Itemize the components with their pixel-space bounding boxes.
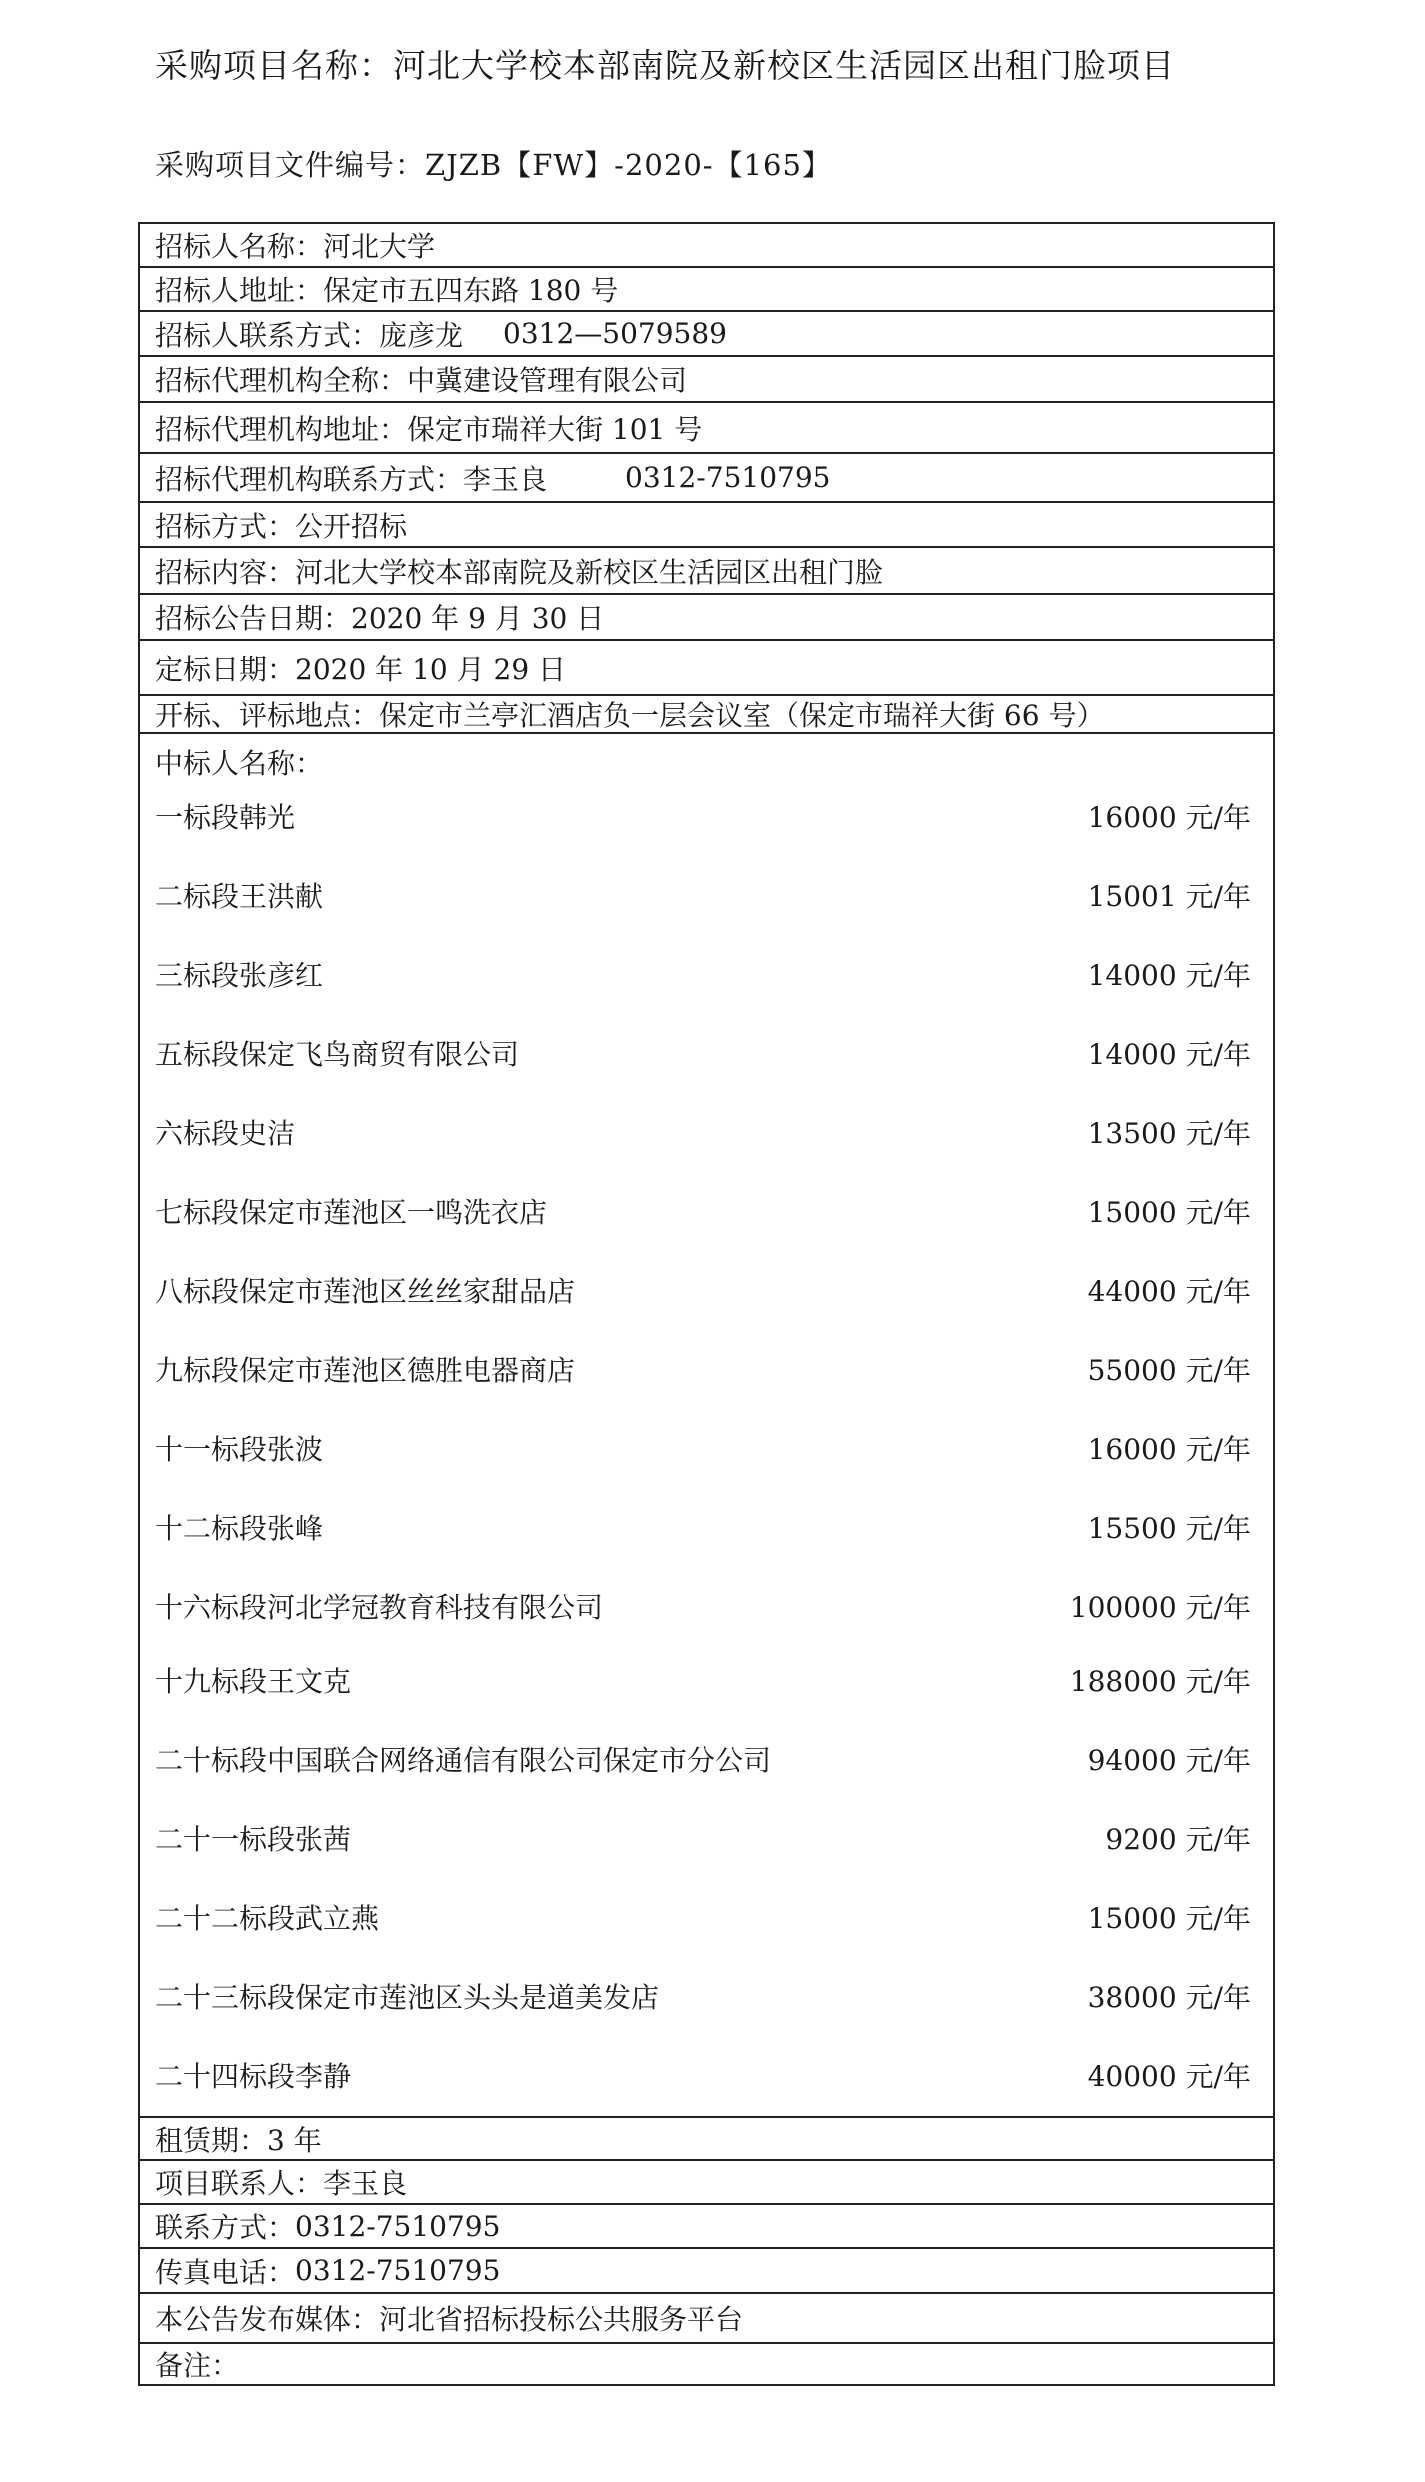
tender-method-value: 公开招标: [295, 509, 408, 543]
tenderer-name-row: [140, 224, 1273, 268]
tender-content-row: [140, 548, 1273, 595]
winner-name: 十一标段张波: [155, 1433, 324, 1466]
lease-term-row: [140, 2118, 1273, 2161]
tender-method-row: [140, 503, 1273, 548]
winner-name: 十九标段王文克: [155, 1665, 352, 1698]
winner-row: [155, 1270, 1251, 1310]
tenderer-name-value: 河北大学: [323, 230, 436, 263]
announce-date-row: [140, 595, 1273, 641]
remarks-label: 备注：: [155, 2349, 240, 2382]
agency-name-row: [140, 357, 1273, 403]
winner-name: 二十二标段武立燕: [155, 1902, 380, 1935]
contact-method-value: 0312-7510795: [295, 2209, 501, 2243]
winner-name: 九标段保定市莲池区德胜电器商店: [155, 1354, 576, 1387]
winner-name: 五标段保定飞鸟商贸有限公司: [155, 1038, 520, 1071]
tender-content-value: 河北大学校本部南院及新校区生活园区出租门脸: [295, 555, 884, 589]
tenderer-contact-phone: 0312—5079589: [503, 317, 727, 350]
winner-price: 44000 元/年: [1087, 1275, 1251, 1308]
publish-media-row: [140, 2294, 1273, 2344]
winner-price: 9200 元/年: [1105, 1823, 1251, 1856]
project-file-number: 采购项目文件编号：ZJZB【FW】-2020-【165】: [155, 148, 832, 182]
winner-name: 二十一标段张茜: [155, 1823, 352, 1856]
winner-row: [155, 1112, 1251, 1152]
winner-row: [155, 1349, 1251, 1389]
tender-content-label: 招标内容：: [155, 555, 296, 589]
winner-row: [155, 954, 1251, 994]
winners-section: [140, 734, 1273, 2118]
winner-price: 14000 元/年: [1087, 1038, 1251, 1071]
winner-row: [155, 1976, 1251, 2016]
winner-row: [155, 1507, 1251, 1547]
award-date-value: 2020 年 10 月 29 日: [295, 652, 567, 686]
agency-contact-label: 招标代理机构联系方式：: [155, 462, 464, 496]
winner-price: 100000 元/年: [1069, 1591, 1251, 1624]
fax-row: [140, 2249, 1273, 2294]
award-date-label: 定标日期：: [155, 652, 296, 686]
winner-price: 15000 元/年: [1087, 1196, 1251, 1229]
agency-contact-person: 李玉良: [463, 462, 548, 496]
award-date-row: [140, 641, 1273, 696]
fax-label: 传真电话：: [155, 2255, 296, 2289]
agency-contact-row: [140, 454, 1273, 503]
tenderer-address-row: [140, 268, 1273, 312]
announce-date-value: 2020 年 9 月 30 日: [351, 602, 605, 635]
winner-row: [155, 1739, 1251, 1779]
contact-method-row: [140, 2205, 1273, 2249]
publish-media-value: 河北省招标投标公共服务平台: [379, 2303, 744, 2336]
winner-name: 七标段保定市莲池区一鸣洗衣店: [155, 1196, 548, 1229]
winner-price: 16000 元/年: [1087, 1433, 1251, 1466]
winner-row: [155, 1428, 1251, 1468]
winner-row: [155, 1586, 1251, 1626]
winner-price: 15001 元/年: [1087, 880, 1251, 913]
tender-method-label: 招标方式：: [155, 509, 296, 543]
winner-name: 十二标段张峰: [155, 1512, 324, 1545]
winner-price: 55000 元/年: [1087, 1354, 1251, 1387]
winner-price: 16000 元/年: [1087, 801, 1251, 834]
venue-value: 保定市兰亭汇酒店负一层会议室（保定市瑞祥大街 66 号）: [379, 699, 1105, 732]
project-contact-value: 李玉良: [323, 2167, 408, 2200]
winner-row: [155, 796, 1251, 836]
winner-name: 二十三标段保定市莲池区头头是道美发店: [155, 1981, 660, 2014]
winner-row: [155, 1191, 1251, 1231]
tenderer-contact-label: 招标人联系方式：: [155, 318, 380, 352]
winner-row: [155, 1660, 1251, 1700]
winner-row: [155, 1897, 1251, 1937]
agency-name-label: 招标代理机构全称：: [155, 364, 408, 397]
tenderer-address-label: 招标人地址：: [155, 274, 324, 307]
lease-term-label: 租赁期：: [155, 2123, 268, 2157]
winner-price: 38000 元/年: [1087, 1981, 1251, 2014]
announce-date-label: 招标公告日期：: [155, 602, 352, 635]
contact-method-label: 联系方式：: [155, 2211, 296, 2244]
winner-name: 二十四标段李静: [155, 2060, 352, 2093]
agency-name-value: 中冀建设管理有限公司: [407, 364, 688, 397]
winner-name: 一标段韩光: [155, 801, 296, 834]
fax-value: 0312-7510795: [295, 2254, 501, 2287]
winner-name: 二十标段中国联合网络通信有限公司保定市分公司: [155, 1744, 772, 1777]
winner-row: [155, 875, 1251, 915]
project-name-heading: 采购项目名称：河北大学校本部南院及新校区生活园区出租门脸项目: [155, 46, 1175, 85]
winner-row: [155, 1033, 1251, 1073]
winner-price: 15000 元/年: [1087, 1902, 1251, 1935]
remarks-row: [140, 2344, 1273, 2384]
tenderer-contact-row: [140, 312, 1273, 357]
winner-row: [155, 2055, 1251, 2095]
winner-price: 14000 元/年: [1087, 959, 1251, 992]
winner-name: 十六标段河北学冠教育科技有限公司: [155, 1591, 604, 1624]
tenderer-name-label: 招标人名称：: [155, 230, 324, 263]
winner-price: 94000 元/年: [1087, 1744, 1251, 1777]
tenderer-address-value: 保定市五四东路 180 号: [323, 274, 619, 307]
agency-address-value: 保定市瑞祥大街 101 号: [407, 412, 703, 446]
agency-contact-phone: 0312-7510795: [625, 461, 831, 494]
winner-price: 13500 元/年: [1087, 1117, 1251, 1150]
venue-row: [140, 696, 1273, 734]
winner-price: 188000 元/年: [1069, 1665, 1251, 1698]
winner-name: 六标段史洁: [155, 1117, 296, 1150]
winner-row: [155, 1818, 1251, 1858]
winner-name: 三标段张彦红: [155, 959, 324, 992]
winner-price: 15500 元/年: [1087, 1512, 1251, 1545]
agency-address-label: 招标代理机构地址：: [155, 412, 408, 446]
project-contact-row: [140, 2161, 1273, 2205]
winner-name: 八标段保定市莲池区丝丝家甜品店: [155, 1275, 576, 1308]
venue-label: 开标、评标地点：: [155, 699, 380, 732]
lease-term-value: 3 年: [267, 2123, 322, 2157]
award-notice-table: [138, 222, 1275, 2386]
agency-address-row: [140, 403, 1273, 454]
winners-heading: 中标人名称：: [155, 747, 324, 780]
winner-name: 二标段王洪献: [155, 880, 324, 913]
publish-media-label: 本公告发布媒体：: [155, 2303, 380, 2336]
project-contact-label: 项目联系人：: [155, 2167, 324, 2200]
tenderer-contact-person: 庞彦龙: [379, 318, 464, 352]
winner-price: 40000 元/年: [1087, 2060, 1251, 2093]
